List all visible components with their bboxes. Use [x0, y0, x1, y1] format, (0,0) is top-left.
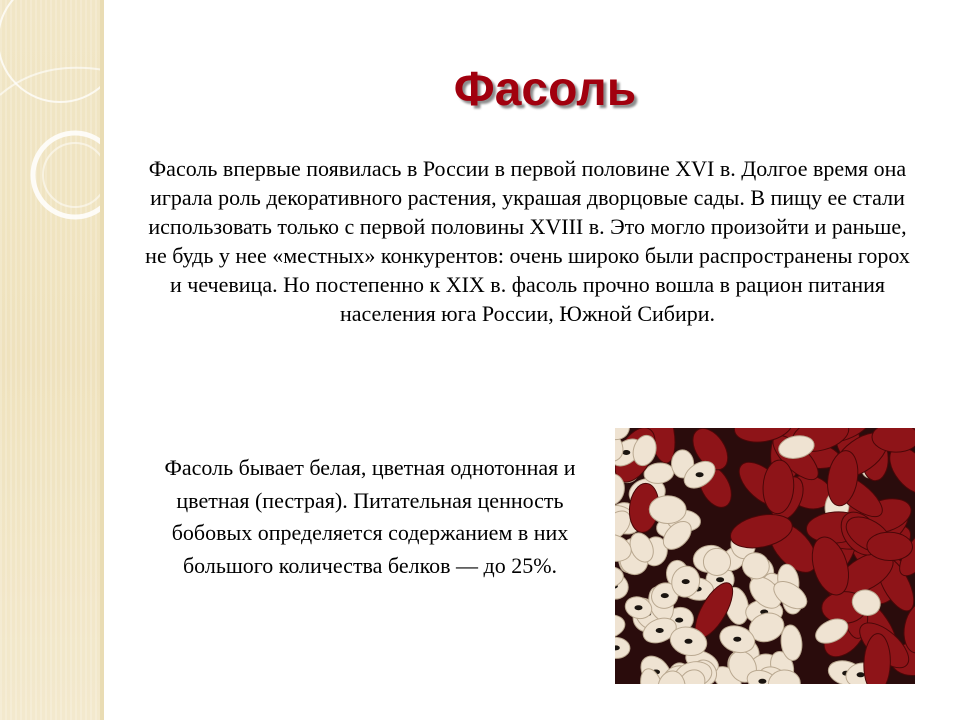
bean-eye [696, 472, 704, 477]
decorative-circles [0, 0, 104, 720]
bean-eye [622, 450, 630, 455]
bean-eye [857, 672, 865, 677]
intro-paragraph: Фасоль впервые появилась в России в первой половине XVI в. Долгое время она играла роль декоративного растения, украшая дворцовые сады. В пищу ее стали использовать только с первой половины XVIII в. Это могло произойти и раньше, не будь у нее «местных» конкурентов: очень широко были распространены горох и чечевица. Но постепенно к XIX в. фасоль прочно вошла в рацион питания населения юга России, Южной Сибири. [145, 156, 910, 326]
bean-eye [661, 593, 669, 598]
bean-eye [675, 618, 683, 623]
bean-eye [656, 628, 664, 633]
white-bean [649, 495, 686, 523]
bean-eye [758, 679, 766, 684]
beans-photo [615, 428, 915, 684]
side-band-edge [100, 0, 104, 720]
bean-eye [682, 579, 690, 584]
beans-illustration [615, 428, 915, 684]
decorative-side-band [0, 0, 104, 720]
slide-title: Фасоль [453, 63, 637, 116]
bean-types-paragraph: Фасоль бывает белая, цветная однотонная и цветная (пестрая). Питательная ценность бобовых определяется содержанием в них большого количества белков — до 25%. [164, 455, 576, 578]
bean-eye [716, 577, 724, 582]
bean-eye [685, 639, 693, 644]
bean-eye [733, 637, 741, 642]
bean-eye [635, 605, 643, 610]
